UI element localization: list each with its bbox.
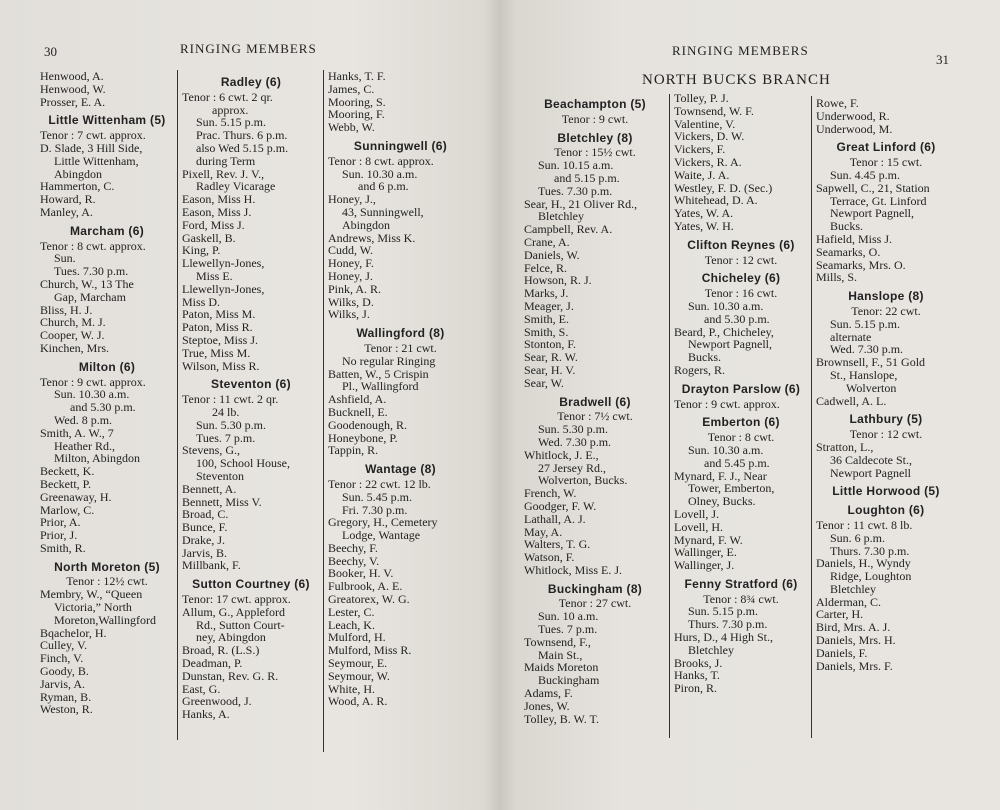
entry-line: Bliss, H. J. [40,302,93,317]
entry-line: approx. [212,102,249,117]
entry-line: Felce, R. [524,260,567,275]
entry-line: King, P. [182,243,221,258]
entry-line: and 5.30 p.m. [704,311,770,326]
entry-line: Piron, R. [674,681,718,696]
entry-line: also Wed 5.15 p.m. [196,140,289,155]
entry-line: Sear, H., 21 Oliver Rd., [524,196,638,211]
entry-line: Paton, Miss M. [182,307,256,322]
entry-line: Sun. 5.15 p.m. [196,115,267,130]
entry-line: Tenor: 22 cwt. [851,303,921,318]
parish-heading: Radley (6) [220,75,282,89]
entry-line: Seymour, E. [328,656,388,671]
entry-line: Brooks, J. [674,655,723,670]
entry-line: Bunce, F. [182,520,228,535]
entry-line: Townsend, F., [524,634,591,649]
entry-line: Booker, H. V. [328,566,394,581]
column-rule [323,70,324,752]
entry-line: Bletchley [688,642,734,657]
entry-line: Sear, H. V. [524,362,576,377]
entry-line: 100, School House, [196,456,290,471]
right-page [500,0,1000,810]
entry-line: Daniels, W. [524,247,580,262]
entry-line: St., Hanslope, [830,367,898,382]
entry-line: Finch, V. [40,651,84,666]
entry-line: Tenor : 8¾ cwt. [703,591,779,606]
entry-line: Olney, Bucks. [688,494,756,509]
entry-line: Eason, Miss J. [182,204,252,219]
entry-line: Mooring, S. [328,94,386,109]
left-column-1 [40,70,174,716]
entry-line: Fri. 7.30 p.m. [342,502,408,517]
entry-line: Sun. 6 p.m. [830,530,886,545]
page-number: 30 [44,44,57,59]
entry-line: Tenor : 21 cwt. [364,340,437,355]
parish-heading: Steventon (6) [211,377,291,392]
entry-line: Stevens, G., [182,443,240,458]
left-column-2 [182,70,320,721]
entry-line: 36 Caldecote St., [830,452,912,467]
entry-line: Vickers, F. [674,142,726,157]
entry-line: Hanks, T. F. [328,69,386,83]
entry-line: Bennett, A. [182,481,237,496]
entry-line: Mynard, F. J., Near [674,468,767,483]
entry-line: Webb, W. [328,120,375,135]
parish-heading: Milton (6) [78,359,136,374]
entry-line: Daniels, F. [816,645,868,660]
entry-line: Little Wittenham, [54,153,139,168]
entry-line: Honey, J. [328,268,373,283]
entry-line: Jones, W. [524,698,570,713]
entry-line: and 5.45 p.m. [704,455,770,470]
entry-line: Lathall, A. J. [524,511,586,526]
entry-line: 27 Jersey Rd., [538,460,606,475]
entry-line: Radley Vicarage [196,179,276,194]
entry-line: Victoria,” North [54,600,132,615]
entry-line: Tenor : 15½ cwt. [554,145,636,160]
parish-heading: Loughton (6) [847,503,925,518]
entry-line: Sun. 10.30 a.m. [342,166,418,181]
parish-heading: Little Horwood (5) [832,484,940,499]
parish-heading: Fenny Stratford (6) [684,576,798,591]
entry-line: Tenor : 9 cwt. approx. [674,396,780,411]
entry-line: Yates, W. A. [674,206,734,221]
entry-line: Pl., Wallingford [342,379,419,394]
entry-line: Beechy, V. [328,553,380,568]
entry-line: Mulford, Miss R. [328,643,412,658]
entry-line: and 5.30 p.m. [70,400,136,415]
entry-line: Brownsell, F., 51 Gold [816,355,926,370]
entry-line: Crane, A. [524,234,570,249]
entry-line: Mulford, H. [328,630,386,645]
entry-line: 43, Sunningwell, [342,204,424,219]
entry-line: Smith, R. [40,540,86,555]
entry-line: Honey, F. [328,256,374,271]
running-head: RINGING MEMBERS [672,43,809,58]
entry-line: Culley, V. [40,638,88,653]
entry-line: Tenor : 7 cwt. approx. [40,128,146,143]
entry-line: Batten, W., 5 Crispin [328,366,429,381]
right-column-1 [524,92,666,725]
entry-line: Tenor : 12 cwt. [704,252,778,267]
entry-line: Underwood, M. [816,121,893,136]
right-column-2 [674,92,808,695]
entry-line: East, G. [182,681,221,696]
entry-line: Tolley, B. W. T. [524,711,599,726]
entry-line: Stonton, F. [524,337,577,352]
entry-line: Alderman, C. [816,594,881,609]
entry-line: Prosser, E. A. [40,94,106,109]
entry-line: Townsend, W. F. [674,103,754,118]
entry-line: Daniels, H., Wyndy [816,556,911,571]
entry-line: Wilks, J. [328,307,370,322]
entry-line: Tenor : 15 cwt. [849,155,923,170]
entry-line: Whitlock, Miss E. J. [524,562,622,577]
entry-line: Wilks, D. [328,294,374,309]
entry-line: Prior, J. [40,528,78,543]
entry-line: Hurs, D., 4 High St., [674,630,774,645]
entry-line: Meager, J. [524,298,574,313]
entry-line: Terrace, Gt. Linford [830,193,927,208]
entry-line: Abingdon [342,217,390,232]
entry-line: Cadwell, A. L. [816,393,887,408]
parish-heading: Bletchley (8) [557,130,633,145]
entry-line: Thurs. 7.30 p.m. [830,543,910,558]
entry-line: Howson, R. J. [524,273,592,288]
entry-line: Henwood, W. [40,81,106,96]
parish-heading: Emberton (6) [702,415,780,430]
entry-line: Sun. 10.30 a.m. [688,298,764,313]
entry-line: Membry, W., “Queen [40,587,143,602]
entry-line: Greatorex, W. G. [328,592,410,607]
entry-line: Tenor : 22 cwt. 12 lb. [328,476,431,491]
entry-line: Fulbrook, A. E. [328,579,403,594]
entry-line: Carter, H. [816,607,864,622]
entry-line: Tenor : 12 cwt. [849,427,923,442]
entry-line: Sun. 5.30 p.m. [538,422,609,437]
entry-line: Marlow, C. [40,502,95,517]
entry-line: Broad, C. [182,507,229,522]
entry-line: Millbank, F. [182,558,241,573]
entry-line: Ashfield, A. [328,392,387,407]
entry-line: Watson, F. [524,550,575,565]
entry-line: D. Slade, 3 Hill Side, [40,140,143,155]
entry-line: White, H. [328,681,375,696]
entry-line: Tenor : 16 cwt. [704,286,778,301]
entry-line: Ridge, Loughton [830,569,912,584]
entry-line: Goodger, F. W. [524,498,597,513]
parish-heading: Little Wittenham (5) [48,113,166,128]
entry-line: Marks, J. [524,286,569,301]
entry-line: Ford, Miss J. [182,217,245,232]
entry-line: and 5.15 p.m. [554,170,620,185]
entry-line: Sun. 10.15 a.m. [538,158,614,173]
entry-line: Llewellyn-Jones, [182,281,265,296]
parish-heading: Clifton Reynes (6) [687,237,795,252]
entry-line: Henwood, A. [40,69,104,83]
entry-line: Goodenough, R. [328,417,407,432]
entry-line: Sear, R. W. [524,350,578,365]
entry-line: Rogers, R. [674,362,725,377]
entry-line: Valentine, V. [674,116,736,131]
entry-line: Heather Rd., [54,438,115,453]
entry-line: Tappin, R. [328,443,379,458]
entry-line: Walters, T. G. [524,537,591,552]
entry-line: Vickers, R. A. [674,154,742,169]
entry-line: Beckett, P. [40,476,91,491]
entry-line: Greenaway, H. [40,489,112,504]
entry-line: Tenor : 27 cwt. [558,596,632,611]
running-head: RINGING MEMBERS [180,41,317,56]
entry-line: Maids Moreton [524,660,599,675]
entry-line: and 6 p.m. [358,179,409,194]
parish-heading: Bradwell (6) [559,394,631,409]
entry-line: Gregory, H., Cemetery [328,515,438,530]
entry-line: Stratton, L., [816,439,874,454]
entry-line: Hanks, T. [674,668,720,683]
entry-line: Jarvis, B. [182,545,227,560]
entry-line: Tolley, P. J. [674,91,729,105]
right-column-3 [816,97,956,672]
entry-line: Steptoe, Miss J. [182,332,259,347]
page-number: 31 [936,52,949,67]
entry-line: Gaskell, B. [182,230,236,245]
entry-line: Tenor : 9 cwt. [561,111,629,126]
entry-line: Abingdon [54,166,102,181]
entry-line: Seamarks, Mrs. O. [816,257,906,272]
entry-line: Daniels, Mrs. H. [816,633,896,648]
entry-line: Smith, E. [524,311,570,326]
entry-line: Wed. 7.30 p.m. [538,434,612,449]
parish-heading: Marcham (6) [70,223,144,238]
entry-line: Tenor : 6 cwt. 2 qr. [182,89,273,104]
entry-line: Adams, F. [524,686,573,701]
entry-line: Buckingham [538,673,600,688]
column-rule [669,94,670,738]
entry-line: Andrews, Miss K. [328,230,416,245]
entry-line: Underwood, R. [816,108,890,123]
entry-line: alternate [830,329,872,344]
entry-line: Prac. Thurs. 6 p.m. [196,128,288,143]
entry-line: Sun. 10.30 a.m. [54,387,130,402]
entry-line: Yates, W. H. [674,218,734,233]
entry-line: Dunstan, Rev. G. R. [182,668,279,683]
entry-line: Cooper, W. J. [40,328,105,343]
entry-line: Bletchley [538,209,584,224]
entry-line: Tenor : 7½ cwt. [557,409,633,424]
entry-line: Greenwood, J. [182,694,252,709]
entry-line: Kinchen, Mrs. [40,340,109,355]
entry-line: Tues. 7.30 p.m. [54,264,129,279]
entry-line: Wilson, Miss R. [182,358,260,373]
entry-line: Bucks. [688,350,721,365]
entry-line: Lester, C. [328,604,375,619]
entry-line: Ryman, B. [40,689,92,704]
entry-line: Steventon [196,468,244,483]
entry-line: Beechy, F. [328,540,378,555]
entry-line: Newport Pagnell [830,465,911,480]
entry-line: Eason, Miss H. [182,192,256,207]
entry-line: Llewellyn-Jones, [182,256,265,271]
entry-line: Mills, S. [816,270,858,285]
entry-line: Bird, Mrs. A. J. [816,620,891,635]
entry-line: Wed. 8 p.m. [54,412,113,427]
entry-line: Vickers, D. W. [674,129,745,144]
entry-line: Tenor : 11 cwt. 2 qr. [182,392,279,407]
parish-heading: Buckingham (8) [547,581,643,596]
entry-line: Tenor : 11 cwt. 8 lb. [816,517,913,532]
entry-line: James, C. [328,81,375,96]
entry-line: Manley, A. [40,204,93,219]
entry-line: Lovell, H. [674,519,723,534]
entry-line: Sun. 5.45 p.m. [342,489,413,504]
entry-line: Westley, F. D. (Sec.) [674,180,773,195]
parish-heading: Great Linford (6) [836,140,936,155]
entry-line: Drake, J. [182,532,225,547]
entry-line: Broad, R. (L.S.) [182,643,260,658]
left-column-3 [328,70,473,708]
entry-line: Sapwell, C., 21, Station [816,180,930,195]
entry-line: Milton, Abingdon [54,451,141,466]
entry-line: Tues. 7 p.m. [196,430,256,445]
entry-line: Bennett, Miss V. [182,494,262,509]
entry-line: Sun. [54,251,76,266]
entry-line: Mooring, F. [328,107,385,122]
entry-line: Beard, P., Chicheley, [674,324,774,339]
entry-line: Tenor : 8 cwt. [707,430,775,445]
entry-line: Jarvis, A. [40,676,85,691]
entry-line: Mynard, F. W. [674,532,743,547]
entry-line: Allum, G., Appleford [182,604,285,619]
parish-heading: Wantage (8) [365,462,436,477]
entry-line: Beckett, K. [40,464,95,479]
entry-line: Wallinger, J. [674,558,735,573]
entry-line: Smith, S. [524,324,569,339]
entry-line: Campbell, Rev. A. [524,222,613,237]
entry-line: Wallinger, E. [674,545,737,560]
entry-line: Tenor: 17 cwt. approx. [182,592,291,607]
entry-line: No regular Ringing [342,353,436,368]
entry-line: Rd., Sutton Court- [196,617,285,632]
entry-line: Tenor : 8 cwt. approx. [328,153,434,168]
entry-line: Goody, B. [40,664,89,679]
entry-line: Rowe, F. [816,96,859,110]
entry-line: Wood, A. R. [328,694,388,709]
entry-line: Deadman, P. [182,656,243,671]
entry-line: Sun. 5.15 p.m. [830,316,901,331]
entry-line: Prior, A. [40,515,81,530]
entry-line: Hafield, Miss J. [816,231,892,246]
parish-heading: North Moreton (5) [54,559,160,574]
entry-line: Wolverton [846,380,897,395]
parish-heading: Beachampton (5) [544,97,646,111]
entry-line: Cudd, W. [328,243,374,258]
entry-line: Newport Pagnell, [830,206,914,221]
entry-line: Thurs. 7.30 p.m. [688,617,768,632]
parish-heading: Chicheley (6) [701,271,781,286]
entry-line: Seymour, W. [328,668,390,683]
entry-line: Sun. 10.30 a.m. [688,442,764,457]
parish-heading: Wallingford (8) [356,326,445,341]
entry-line: Hanks, A. [182,707,230,722]
entry-line: Wolverton, Bucks. [538,473,628,488]
entry-line: Church, W., 13 The [40,276,134,291]
parish-heading: Sutton Courtney (6) [192,577,310,592]
entry-line: Waite, J. A. [674,167,730,182]
entry-line: Sun. 5.15 p.m. [688,604,759,619]
entry-line: Tenor : 12½ cwt. [66,574,148,589]
entry-line: Sun. 4.45 p.m. [830,167,901,182]
entry-line: Moreton,Wallingford [54,612,157,627]
entry-line: Whitlock, J. E., [524,447,599,462]
entry-line: Bqachelor, H. [40,625,107,640]
entry-line: Tues. 7 p.m. [538,622,598,637]
entry-line: ney, Abingdon [196,630,266,645]
entry-line: Main St., [538,647,583,662]
entry-line: Paton, Miss R. [182,320,253,335]
entry-line: Honeybone, P. [328,430,398,445]
entry-line: Pink, A. R. [328,281,382,296]
entry-line: Miss E. [196,268,233,283]
entry-line: Pixell, Rev. J. V., [182,166,265,181]
entry-line: during Term [196,153,256,168]
entry-line: Leach, K. [328,617,375,632]
entry-line: Church, M. J. [40,315,106,330]
entry-line: Newport Pagnell, [688,337,772,352]
parish-heading: Sunningwell (6) [353,138,448,153]
entry-line: Howard, R. [40,192,96,207]
entry-line: Smith, A. W., 7 [40,425,114,440]
entry-line: Weston, R. [40,702,93,717]
column-rule [177,70,178,740]
entry-line: French, W. [524,486,577,501]
entry-line: Bletchley [830,581,876,596]
entry-line: Seamarks, O. [816,244,881,259]
entry-line: 24 lb. [212,404,240,419]
entry-line: Lodge, Wantage [342,528,421,543]
entry-line: Lovell, J. [674,506,719,521]
entry-line: Bucknell, E. [328,404,388,419]
entry-line: Daniels, Mrs. F. [816,658,893,673]
entry-line: Hammerton, C. [40,179,115,194]
entry-line: Tues. 7.30 p.m. [538,183,613,198]
entry-line: Tenor : 8 cwt. approx. [40,238,146,253]
entry-line: Sear, W. [524,375,564,390]
entry-line: Whitehead, D. A. [674,193,758,208]
entry-line: May, A. [524,524,563,539]
parish-heading: Lathbury (5) [849,412,923,427]
entry-line: Honey, J., [328,192,376,207]
entry-line: Miss D. [182,294,221,309]
entry-line: Sun. 5.30 p.m. [196,417,267,432]
parish-heading: Drayton Parslow (6) [681,381,801,396]
entry-line: Tower, Emberton, [688,481,775,496]
entry-line: Sun. 10 a.m. [538,609,599,624]
column-rule [811,96,812,738]
branch-title: NORTH BUCKS BRANCH [642,72,831,88]
entry-line: Tenor : 9 cwt. approx. [40,374,146,389]
entry-line: Bucks. [830,219,863,234]
entry-line: Wed. 7.30 p.m. [830,342,904,357]
entry-line: Gap, Marcham [54,289,126,304]
entry-line: True, Miss M. [182,345,251,360]
parish-heading: Hanslope (8) [848,289,924,304]
